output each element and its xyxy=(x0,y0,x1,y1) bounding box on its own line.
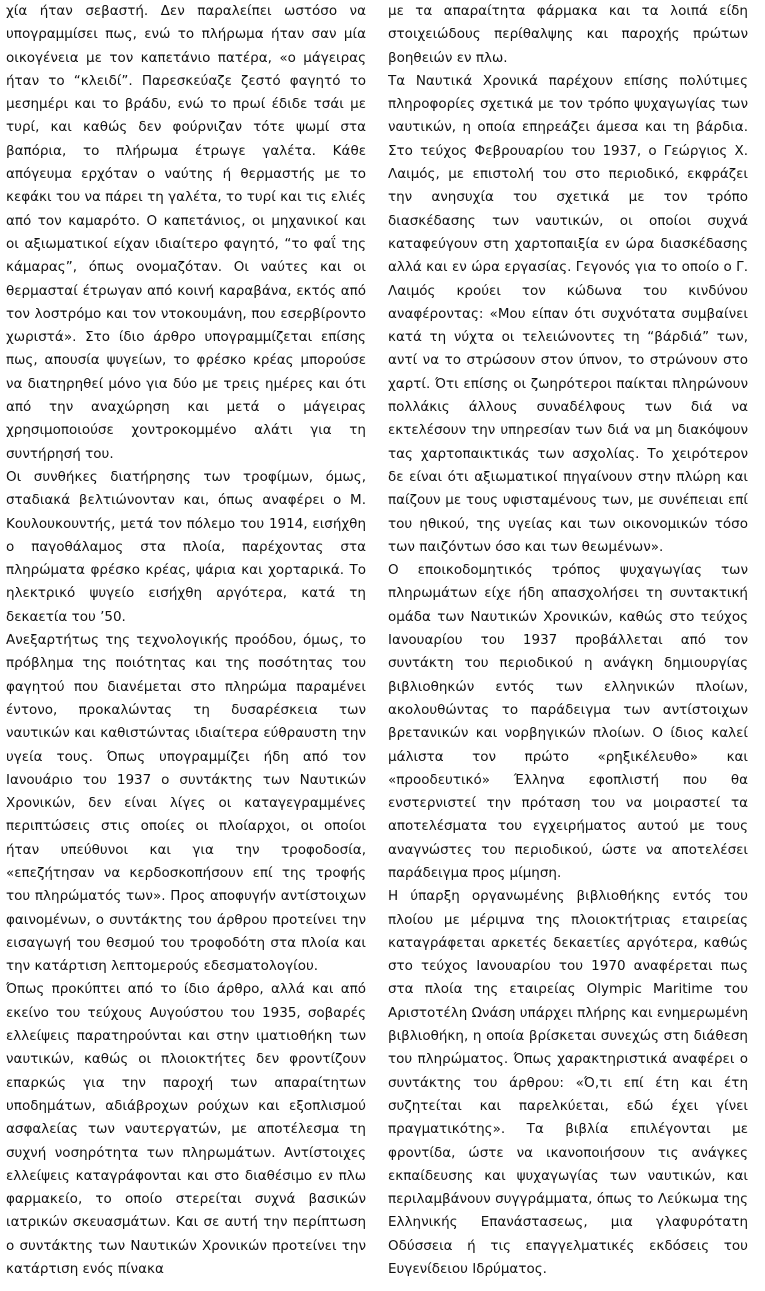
body-paragraph: Οι συνθήκες διατήρησης των τροφίμων, όμως, σταδιακά βελτιώνονταν και, όπως αναφέρει ο Μ. Κουλουκουντής, μετά τον πόλεμο του 1914, εισήχθη ο παγοθάλαμος στα πλοία, παρέχοντας στα πληρώματα φρέσκο κρέας, ψάρια και χορταρικά. Το ηλεκτρικό ψυγείο εισήχθη αργότερα, κατά τη δεκαετία του ’50. xyxy=(6,468,366,625)
body-paragraph: Ανεξαρτήτως της τεχνολογικής προόδου, όμως, το πρόβλημα της ποιότητας και της ποσότητας του φαγητού που διανέμεται στο πληρώμα παραμένει έντονο, προκαλώντας τη δυσαρέσκεια των ναυτικών και καθιστώντας ιδιαίτερα εύθραυστη την υγεία τους. Όπως υπογραμμίζει ήδη από τον Ιανουάριο του 1937 ο συντάκτης των Ναυτικών Χρονικών, δεν είναι λίγες οι καταγεγραμμένες περιπτώσεις στις οποίες οι πλοίαρχοι, οι οποίοι ήταν υπεύθυνοι και για την τροφοδοσία, «επεζήτησαν να κερδοσκοπήσουν επί της τροφής του πληρώματός των». Προς αποφυγήν αντίστοιχων φαινομένων, ο συντάκτης του άρθρου προτείνει την εισαγωγή του θεσμού του τροφοδότη στα πλοία και την κατάρτιση λεπτομερούς εδεσματολογίου. xyxy=(6,632,366,975)
left-column xyxy=(6,0,366,1291)
right-column xyxy=(388,0,748,1291)
body-paragraph: Η ύπαρξη οργανωμένης βιβλιοθήκης εντός του πλοίου με μέριμνα της πλοιοκτήτριας εταιρείας καταγράφεται αρκετές δεκαετίες αργότερα, καθώς στο τεύχος Ιανουαρίου του 1970 αναφέρεται πως στα πλοία της εταιρείας Olympic Maritime του Αριστοτέλη Ωνάση υπάρχει πλήρης και ενημερωμένη βιβλιοθήκη, η οποία βρίσκεται συνεχώς στη διάθεση του πληρώματος. Όπως χαρακτηριστικά αναφέρει ο συντάκτης του άρθρου: «Ό,τι επί έτη και έτη συζητείται και παρελκύεται, εδώ έχει γίνει πραγματικότης». Τα βιβλία επιλέγονται με φροντίδα, ώστε να ικανοποιήσουν τις ανάγκες εκπαίδευσης και ψυχαγωγίας των ναυτικών, και περιλαμβάνουν συγγράμματα, όπως το Λεύκωμα της Ελληνικής Επανάστασεως, μια γλαφυρότατη Οδύσσεια ή τις επαγγελματικές εκδόσεις του Ευγενίδειου Ιδρύματος. xyxy=(388,888,748,1278)
body-paragraph: με τα απαραίτητα φάρμακα και τα λοιπά είδη στοιχειώδους περίθαλψης και παροχής πρώτων βοηθειών εν πλω. xyxy=(388,3,748,66)
body-paragraph: Όπως προκύπτει από το ίδιο άρθρο, αλλά και από εκείνο του τεύχους Αυγούστου του 1935, σοβαρές ελλείψεις παρατηρούνται και στην ιματιοθήκη των ναυτικών, καθώς οι πλοιοκτήτες δεν φροντίζουν επαρκώς για την παροχή των απαραίτητων υποδημάτων, αδιάβροχων ρούχων και εξοπλισμού ασφαλείας των ναυτεργατών, με αποτέλεσμα τη συχνή νοσηρότητα των πληρωμάτων. Αντίστοιχες ελλείψεις καταγράφονται και στο διαθέσιμο εν πλω φαρμακείο, το οποίο στερείται συχνά βασικών ιατρικών σκευασμάτων. Και σε αυτή την περίπτωση ο συντάκτης των Ναυτικών Χρονικών προτείνει την κατάρτιση ενός πίνακα xyxy=(6,981,366,1278)
body-paragraph: Ο εποικοδομητικός τρόπος ψυχαγωγίας των πληρωμάτων είχε ήδη απασχολήσει τη συντακτική ομάδα των Ναυτικών Χρονικών, καθώς στο τεύχος Ιανουαρίου του 1937 προβάλλεται από τον συντάκτη του περιοδικού η ανάγκη δημιουργίας βιβλιοθηκών εντός των ελληνικών πλοίων, ακολουθώντας το παράδειγμα των αντίστοιχων βρετανικών και νορβηγικών πλοίων. Ο ίδιος καλεί μάλιστα τον πρώτο «ρηξικέλευθο» και «προοδευτικό» Έλληνα εφοπλιστή που θα ενστερνιστεί την πρόταση του να μοιραστεί τα αποτελέσματα του εγχειρήματος αυτού με τους αναγνώστες του περιοδικού, ώστε να αποτελέσει παράδειγμα προς μίμηση. xyxy=(388,562,748,881)
body-paragraph: χία ήταν σεβαστή. Δεν παραλείπει ωστόσο να υπογραμμίσει πως, ενώ το πλήρωμα ήταν σαν μία οικογένεια με τον καπετάνιο πατέρα, «ο μάγειρας ήταν το “κλειδί”. Παρεσκεύαζε ζεστό φαγητό το μεσημέρι και το βράδυ, ενώ το πρωί έδιδε τσάι με τυρί, και καθώς δεν φούρνιζαν τότε ψωμί στα βαπόρια, το πλήρωμα έτρωγε γαλέτα. Κάθε απόγευμα ερχόταν ο ναύτης ή θερμαστής με το κεφάκι του να πάρει τη γαλέτα, το τυρί και τις ελιές από τον καμαρότο. Ο καπετάνιος, οι μηχανικοί και οι αξιωματικοί είχαν ιδιαίτερο φαγητό, “το φαΐ της κάμαρας”, όπως ονομαζόταν. Οι ναύτες και οι θερμασταί έτρωγαν από κοινή καραβάνα, εκτός από τον λοστρόμο και τον ντοκουμάνη, που εσερβίροντο χωριστά». Στο ίδιο άρθρο υπογραμμίζεται επίσης πως, απουσία ψυγείων, το φρέσκο κρέας μπορούσε να διατηρηθεί μόνο για δύο με τρεις ημέρες και ότι από την αναχώρηση και μετά ο μάγειρας χρησιμοποιούσε χοντροκομμένο αλάτι για τη συντήρησή του. xyxy=(6,3,366,462)
body-paragraph: Τα Ναυτικά Χρονικά παρέχουν επίσης πολύτιμες πληροφορίες σχετικά με τον τρόπο ψυχαγωγίας των ναυτικών, η οποία επηρεάζει άμεσα και τη βάρδια. Στο τεύχος Φεβρουαρίου του 1937, ο Γεώργιος Χ. Λαιμός, με επιστολή του στο περιοδικό, εκφράζει την ανησυχία του σχετικά με τον τρόπο διασκέδασης των ναυτικών, οι οποίοι συχνά καταφεύγουν στη χαρτοπαιξία εν ώρα διασκέδασης αλλά και εν ώρα εργασίας. Γεγονός για το οποίο ο Γ. Λαιμός κρούει τον κώδωνα του κινδύνου αναφέροντας: «Μου είπαν ότι συχνότατα συμβαίνει κατά τη νύχτα οι τελειώνοντες τη “βάρδιά” των, αντί να το στρώσουν στον ύπνον, το στρώνουν στο χαρτί. Ότι επίσης οι ζωηρότεροι παίκται πληρώνουν πολλάκις άλλους συναδέλφους των διά να εκτελέσουν την υπηρεσίαν των διά να μη διακόψουν τας χαρτοπαικτικάς των ασχολίας. Το χειρότερον δε είναι ότι αξιωματικοί πηγαίνουν στην πλώρη και παίζουν με τους υφισταμένους των, με συνέπειαι επί του ηθικού, της υγείας και των οικονομικών τόσο των παιζόντων όσο και των θεωμένων». xyxy=(388,72,748,555)
